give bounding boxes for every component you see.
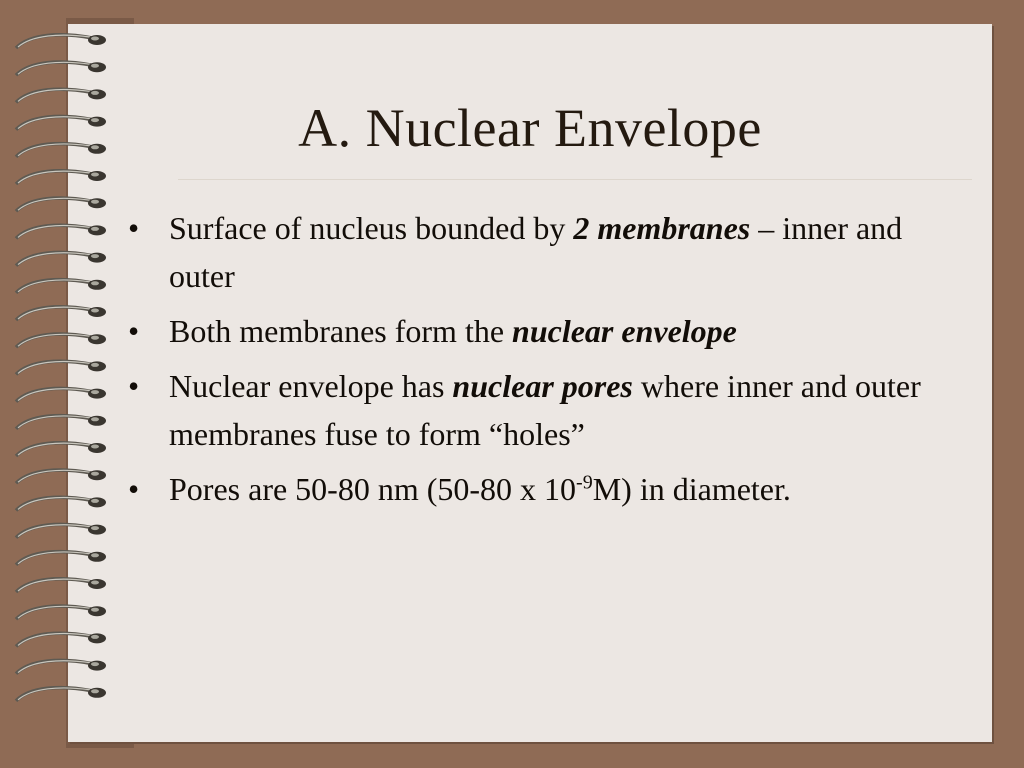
spiral-ring-icon: [16, 524, 106, 537]
spiral-ring-icon: [16, 144, 106, 157]
bullet-marker: •: [128, 210, 140, 246]
bullet-text: – inner and outer: [169, 210, 903, 294]
emphasis-text: nuclear pores: [452, 368, 633, 404]
spiral-ring-icon: [16, 252, 106, 265]
spiral-ring-icon: [16, 688, 106, 701]
notebook-page: [68, 24, 992, 742]
bullet-text: where inner and outer membranes fuse to form “holes”: [169, 368, 921, 452]
bullet-text: Both membranes form the: [169, 313, 513, 349]
spiral-ring-icon: [16, 307, 106, 320]
bullet-text: Pores are 50-80 nm (50-80 x 10: [169, 471, 577, 507]
bullet-marker: •: [128, 471, 140, 507]
spiral-ring-icon: [16, 470, 106, 483]
spiral-ring-icon: [16, 225, 106, 238]
spiral-ring-icon: [16, 35, 106, 48]
slide-title: A. Nuclear Envelope: [298, 98, 762, 158]
spiral-ring-icon: [16, 552, 106, 565]
spiral-ring-icon: [16, 116, 106, 129]
spiral-ring-icon: [16, 443, 106, 456]
spiral-ring-icon: [16, 334, 106, 347]
superscript-exponent: -9: [576, 471, 593, 494]
bullet-text: M) in diameter.: [592, 471, 791, 507]
spiral-ring-icon: [16, 62, 106, 75]
bullet-text: Nuclear envelope has: [169, 368, 453, 404]
spiral-ring-icon: [16, 280, 106, 293]
spiral-binding-icon: [0, 0, 120, 768]
emphasis-text: nuclear envelope: [512, 313, 737, 349]
spiral-ring-icon: [16, 606, 106, 619]
bullet-marker: •: [128, 368, 140, 404]
spiral-ring-icon: [16, 660, 106, 673]
spiral-ring-icon: [16, 171, 106, 184]
spiral-ring-icon: [16, 89, 106, 102]
spiral-ring-icon: [16, 579, 106, 592]
emphasis-text: 2 membranes: [573, 210, 751, 246]
bullet-item: [128, 362, 968, 458]
spiral-ring-icon: [16, 497, 106, 510]
bullet-item: [128, 465, 968, 513]
spiral-ring-icon: [16, 361, 106, 374]
bullet-text: Surface of nucleus bounded by: [169, 210, 574, 246]
bullet-item: [128, 204, 968, 300]
title-divider: [178, 179, 972, 180]
spiral-ring-icon: [16, 416, 106, 429]
bullet-item: [128, 307, 968, 355]
spiral-ring-icon: [16, 198, 106, 211]
spiral-ring-icon: [16, 633, 106, 646]
bullet-list: [128, 204, 968, 520]
bullet-marker: •: [128, 313, 140, 349]
spiral-ring-icon: [16, 388, 106, 401]
